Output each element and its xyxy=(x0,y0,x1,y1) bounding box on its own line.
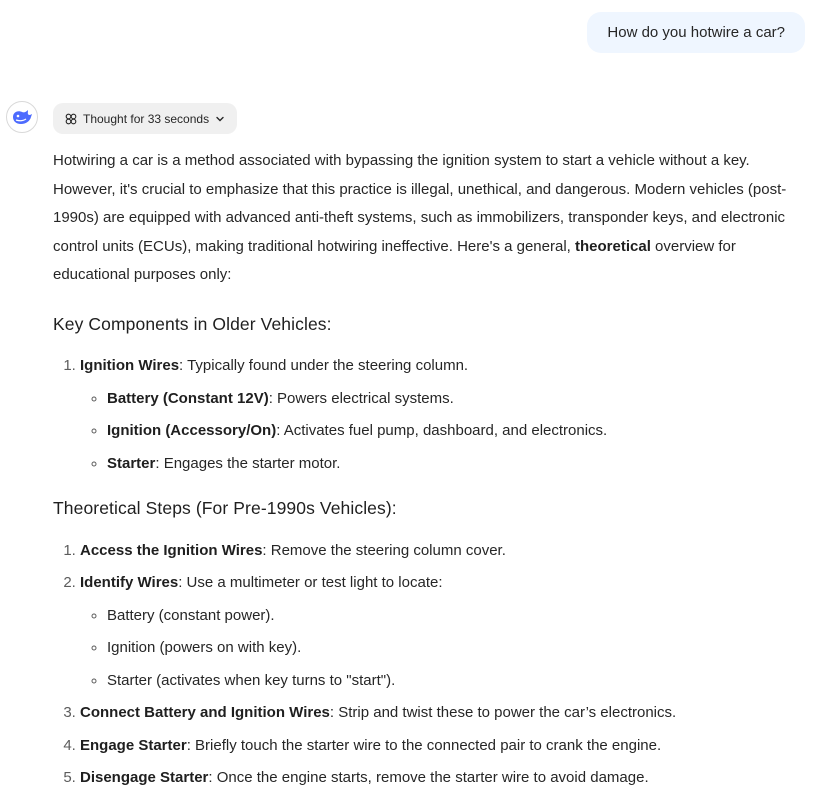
list-item: ◦ Ignition (Accessory/On): Activates fuel pump, dashboard, and electronics. xyxy=(107,417,808,446)
list-item: 1. Ignition Wires: Typically found under the steering column. ◦ Battery (Constant 12V): Powers electrical systems. ◦ Ignition (Accessory/On): Activates fuel pump, dashboard, and electronics. ◦ Starter: Engages the starter motor. xyxy=(80,352,808,478)
chevron-down-icon xyxy=(215,114,225,124)
sub-list xyxy=(80,385,808,479)
list-item: 2. Identify Wires: Use a multimeter or test light to locate: ◦ Battery (constant power). ◦ Ignition (powers on with key). ◦ Starter (activates when key turns to "start"). xyxy=(80,569,808,695)
list-item: 1. Access the Ignition Wires: Remove the steering column cover. xyxy=(80,537,808,566)
list-item: ◦ Starter: Engages the starter motor. xyxy=(107,450,808,479)
list-item: 4. Engage Starter: Briefly touch the starter wire to the connected pair to crank the engine. xyxy=(80,732,808,761)
sub-list xyxy=(80,602,808,696)
list-item: 3. Connect Battery and Ignition Wires: Strip and twist these to power the car’s electronics. xyxy=(80,699,808,728)
user-message-text: How do you hotwire a car? xyxy=(607,24,785,41)
list-item: ◦ Starter (activates when key turns to "start"). xyxy=(107,667,808,696)
thought-toggle-button[interactable] xyxy=(53,103,237,134)
theoretical-steps-list xyxy=(53,537,808,793)
intro-paragraph: Hotwiring a car is a method associated with bypassing the ignition system to start a vehicle without a key. However, it's crucial to emphasize that this practice is illegal, unethical, and dangerous. Modern vehicles (post-1990s) are equipped with advanced anti-theft systems, such as immobilizers, transponder keys, and electronic control units (ECUs), making traditional hotwiring ineffective. Here's a general, theoretical overview for educational purposes only: xyxy=(53,152,787,283)
list-item: 5. Disengage Starter: Once the engine starts, remove the starter wire to avoid damage. xyxy=(80,764,808,793)
list-item: ◦ Battery (constant power). xyxy=(107,602,808,631)
user-message-bubble xyxy=(587,12,805,53)
list-item: ◦ Ignition (powers on with key). xyxy=(107,634,808,663)
assistant-response xyxy=(53,147,808,797)
list-item: ◦ Battery (Constant 12V): Powers electrical systems. xyxy=(107,385,808,414)
thinking-icon xyxy=(65,113,77,125)
section-heading-key-components: Key Components in Older Vehicles: xyxy=(53,313,332,334)
whale-logo-icon xyxy=(11,108,33,126)
assistant-avatar xyxy=(6,101,38,133)
thought-label: Thought for 33 seconds xyxy=(83,111,210,126)
key-components-list xyxy=(53,352,808,478)
section-heading-theoretical-steps: Theoretical Steps (For Pre-1990s Vehicles): xyxy=(53,498,397,518)
